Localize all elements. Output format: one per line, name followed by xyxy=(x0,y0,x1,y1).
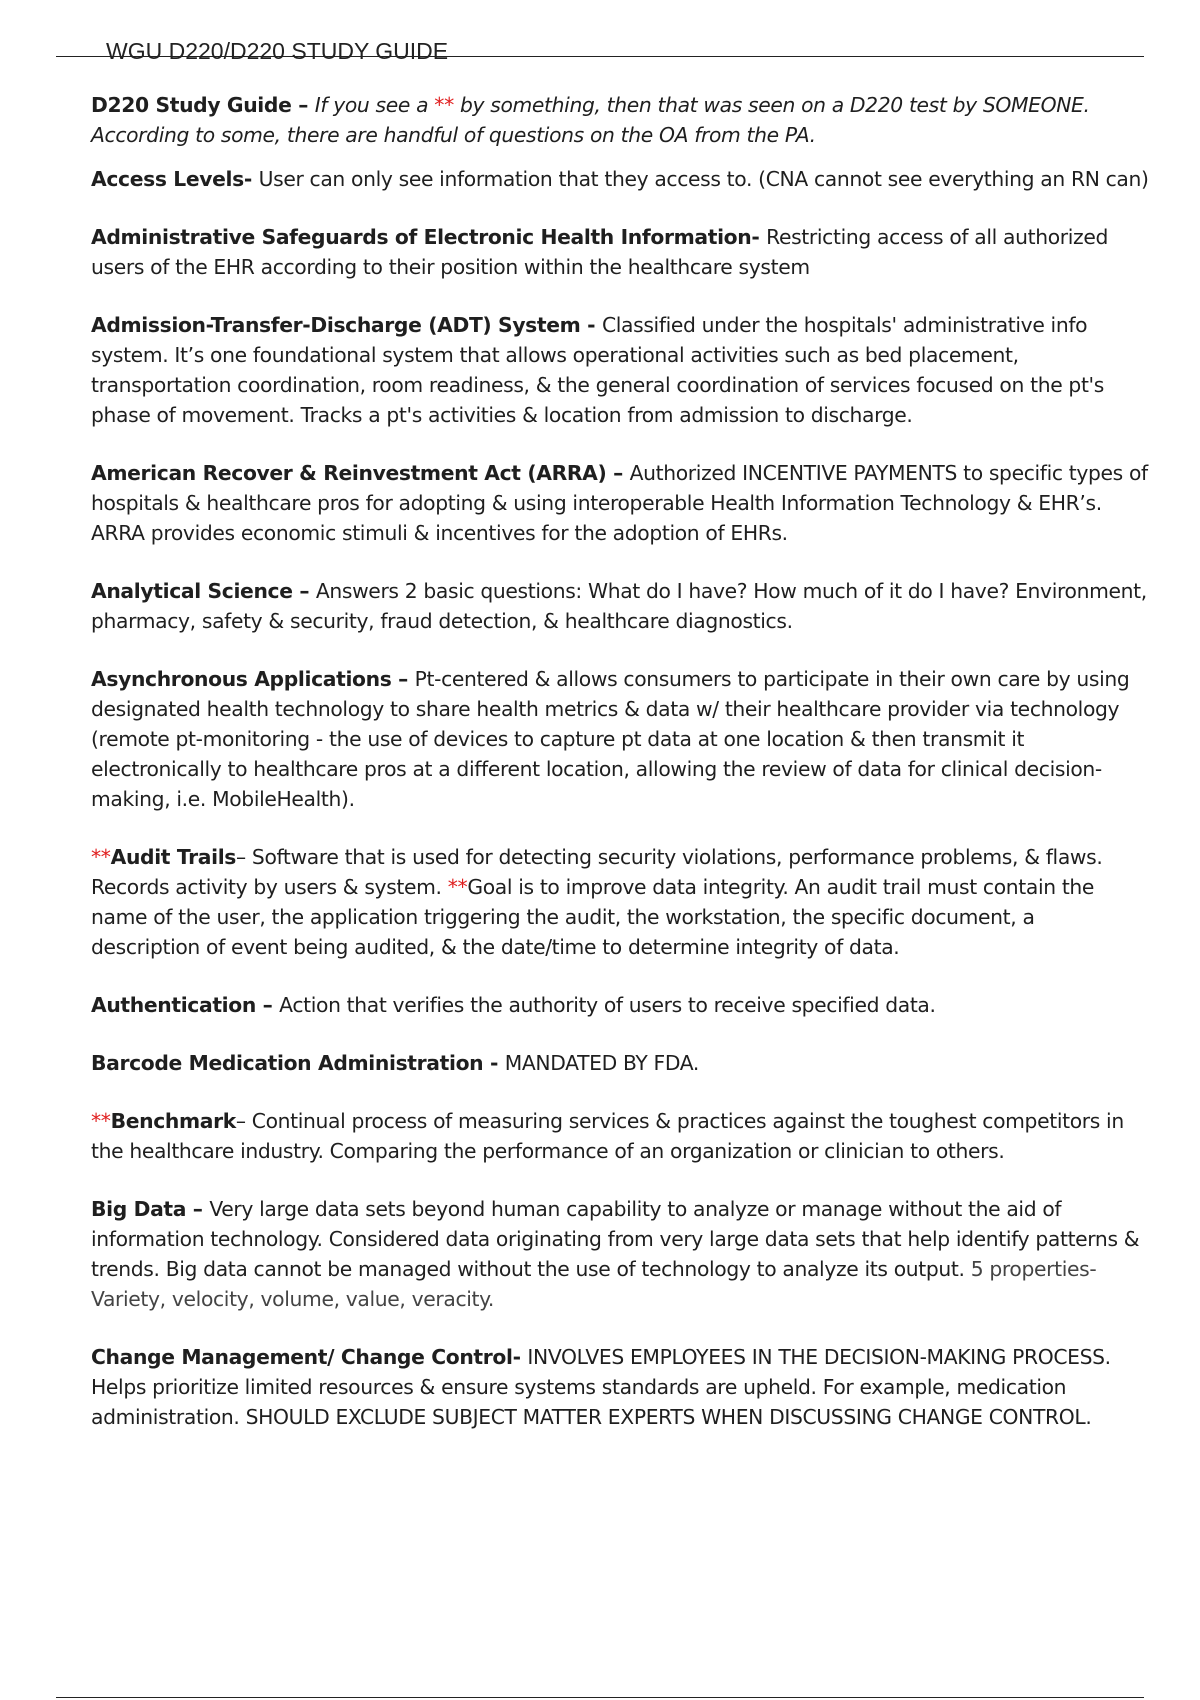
entry-term: Benchmark xyxy=(110,1109,236,1133)
entry-term: Asynchronous Applications – xyxy=(91,667,415,691)
entry-change-management xyxy=(91,1342,1149,1432)
intro-paragraph xyxy=(91,90,1149,150)
entry-definition: INVOLVES EMPLOYEES IN THE DECISION-MAKING PROCESS. Helps prioritize limited resources & ensure systems standards are upheld. For example, medication administration. SHOULD EXCLUDE SUBJECT MATTER EXPERTS WHEN DISCUSSING CHANGE CONTROL. xyxy=(91,1345,1111,1429)
entry-term: Barcode Medication Administration - xyxy=(91,1051,505,1075)
entry-audit-trails xyxy=(91,842,1149,962)
entry-access-levels xyxy=(91,164,1149,194)
entry-adt-system xyxy=(91,310,1149,430)
entry-arra xyxy=(91,458,1149,548)
entry-definition-extra: 5 properties- Variety, velocity, volume, value, veracity. xyxy=(91,1257,1097,1311)
entry-authentication xyxy=(91,990,1149,1020)
intro-star-marker: ** xyxy=(434,93,454,117)
entry-definition: Restricting access of all authorized users of the EHR according to their position within the healthcare system xyxy=(91,225,1108,279)
entry-definition: – Software that is used for detecting security violations, performance problems, & flaws. Records activity by users & system. xyxy=(91,845,1103,899)
entry-definition: Very large data sets beyond human capability to analyze or manage without the aid of information technology. Considered data originating from very large data sets that help identify patterns & trends. Big data cannot be managed without the use of technology to analyze its output. xyxy=(91,1197,1140,1281)
entry-term: Authentication – xyxy=(91,993,280,1017)
entry-term: Admission-Transfer-Discharge (ADT) System - xyxy=(91,313,602,337)
entry-term: Audit Trails xyxy=(110,845,237,869)
entry-definition: Answers 2 basic questions: What do I have? How much of it do I have? Environment, pharmacy, safety & security, fraud detection, & healthcare diagnostics. xyxy=(91,579,1147,633)
star-marker: ** xyxy=(447,875,468,899)
entry-definition-continued: Goal is to improve data integrity. An audit trail must contain the name of the user, the application triggering the audit, the workstation, the specific document, a description of event being audited, & the date/time to determine integrity of data. xyxy=(91,875,1095,959)
footer-divider xyxy=(56,1697,1144,1698)
entry-administrative-safeguards xyxy=(91,222,1149,282)
star-marker: ** xyxy=(91,845,111,869)
entry-definition: – Continual process of measuring services & practices against the toughest competitors in the healthcare industry. Comparing the performance of an organization or clinician to others. xyxy=(91,1109,1124,1163)
entry-term: Access Levels- xyxy=(91,167,259,191)
star-marker: ** xyxy=(91,1109,111,1133)
entry-definition: User can only see information that they access to. (CNA cannot see everything an RN can) xyxy=(258,167,1149,191)
entry-term: Analytical Science – xyxy=(91,579,316,603)
entry-term: Big Data – xyxy=(91,1197,210,1221)
page-header-title: WGU D220/D220 STUDY GUIDE xyxy=(106,38,449,64)
entry-analytical-science xyxy=(91,576,1149,636)
entry-big-data xyxy=(91,1194,1149,1314)
study-guide-body xyxy=(91,90,1149,1460)
entry-term: Change Management/ Change Control- xyxy=(91,1345,528,1369)
entry-definition: Action that verifies the authority of users to receive specified data. xyxy=(279,993,936,1017)
entry-asynchronous-applications xyxy=(91,664,1149,814)
header-divider xyxy=(56,56,1144,57)
entry-definition: Pt-centered & allows consumers to participate in their own care by using designated health technology to share health metrics & data w/ their healthcare provider via technology (remote pt-monitoring - the use of devices to capture pt data at one location & then transmit it electronically to healthcare pros at a different location, allowing the review of data for clinical decision-making, i.e. MobileHealth). xyxy=(91,667,1130,811)
entry-definition: Authorized INCENTIVE PAYMENTS to specific types of hospitals & healthcare pros for adopting & using interoperable Health Information Technology & EHR’s. ARRA provides economic stimuli & incentives for the adoption of EHRs. xyxy=(91,461,1148,545)
intro-title: D220 Study Guide – xyxy=(91,93,315,117)
entry-barcode-medication xyxy=(91,1048,1149,1078)
entry-term: American Recover & Reinvestment Act (ARRA) – xyxy=(91,461,630,485)
intro-text-2: by something, then that was seen on a D220 test by SOMEONE. According to some, there are handful of questions on the OA from the PA. xyxy=(91,93,1090,147)
entry-definition: MANDATED BY FDA. xyxy=(504,1051,700,1075)
intro-text-1: If you see a xyxy=(314,93,435,117)
entry-benchmark xyxy=(91,1106,1149,1166)
entry-definition: Classified under the hospitals' administrative info system. It’s one foundational system that allows operational activities such as bed placement, transportation coordination, room readiness, & the general coordination of services focused on the pt's phase of movement. Tracks a pt's activities & location from admission to discharge. xyxy=(91,313,1104,427)
entry-term: Administrative Safeguards of Electronic Health Information- xyxy=(91,225,767,249)
